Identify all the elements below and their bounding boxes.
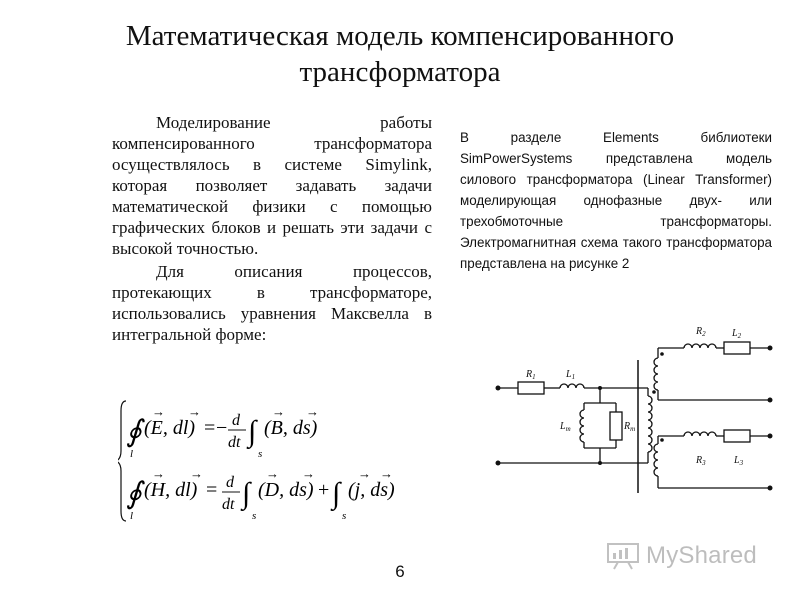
vector-arrow: → — [272, 404, 285, 419]
equation-1 — [126, 404, 319, 460]
terminal — [768, 486, 773, 491]
inductor-l3-coil — [684, 432, 716, 436]
secondary-winding-3 — [654, 444, 658, 476]
eq2-lhs: (H, dl) — [144, 479, 198, 501]
left-text-column — [112, 112, 432, 347]
left-paragraph-2: Для описания процессов, протекающих в трансформаторе, использовались уравнения Максвелла в интегральной форме: — [112, 262, 432, 344]
resistor-r2-box — [724, 342, 750, 354]
transformer-circuit-diagram — [488, 318, 783, 503]
eq2-dt: dt — [222, 496, 235, 513]
inductor-l2 — [684, 344, 716, 348]
contour-integral-sign: ∮ — [126, 415, 142, 448]
terminal — [768, 434, 773, 439]
label-l2: $L_2$ — [732, 328, 742, 340]
watermark — [606, 536, 776, 576]
integral-sign: ∫ — [242, 477, 251, 510]
slide-title-line2: трансформатора — [299, 56, 501, 88]
terminal — [496, 461, 501, 466]
inductor-lm — [580, 410, 584, 442]
right-paragraph: В разделе Elements библиотеки SimPowerSystems представлена модель силового трансформатора (Linear Transformer) моделирующая однофазные двух- или трехобмоточные трансформаторы. Электромагнитная схема такого трансформатора представлена на рисунке 2 — [460, 130, 772, 271]
label-r3: $R_3$ — [696, 455, 706, 467]
eq2-equals: = — [206, 479, 218, 501]
eq1-dt: dt — [228, 434, 241, 451]
vector-arrow: → — [152, 466, 165, 481]
label-l1: $L_1$ — [566, 369, 576, 381]
label-r2: $R_2$ — [696, 326, 706, 338]
presentation-board-icon — [606, 541, 640, 571]
right-text-column — [460, 127, 772, 274]
terminal — [496, 386, 501, 391]
slide-title — [60, 18, 740, 90]
eq2-d: d — [226, 474, 234, 491]
eq1-equals: = — [204, 417, 216, 439]
contour-integral-sign: ∮ — [126, 477, 142, 510]
resistor-r1 — [518, 382, 544, 394]
integral-sign: ∫ — [248, 415, 257, 448]
eq2-rhs2: (j, ds) — [348, 479, 395, 501]
junction — [598, 461, 602, 465]
resistor-rm — [610, 412, 622, 440]
polarity-dot — [660, 352, 664, 356]
eq1-rhs: (B, ds) — [264, 417, 318, 439]
label-lm: $L_m$ — [560, 421, 571, 433]
slide-title-line1: Математическая модель компенсированного — [125, 20, 675, 52]
equation-2 — [126, 466, 395, 522]
inductor-l1 — [560, 384, 584, 388]
resistor-r3-box — [724, 430, 750, 442]
left-paragraph-1: Моделирование работы компенсированного трансформатора осуществлялось в системе Simylink, которая позволяет задавать задачи математической физики с помощью графических блоков и решать эти задачи с высокой точностью. — [112, 113, 432, 258]
eq1-lhs: (E, dl) — [144, 417, 196, 439]
secondary-winding-2 — [654, 358, 658, 390]
eq2-plus: + — [318, 479, 330, 501]
page-number: 6 — [395, 562, 405, 581]
polarity-dot — [660, 438, 664, 442]
eq1-lower-limit: l — [130, 448, 134, 460]
label-rm: $R_m$ — [624, 421, 636, 433]
vector-arrow: → — [188, 404, 201, 419]
label-l3: $L_3$ — [734, 455, 744, 467]
vector-arrow: → — [302, 466, 315, 481]
eq1-surface-limit: s — [258, 448, 263, 460]
terminal — [768, 398, 773, 403]
junction — [598, 386, 602, 390]
eq2-surface-limit-2: s — [342, 510, 347, 522]
primary-winding — [648, 396, 652, 452]
polarity-dot — [652, 390, 656, 394]
eq2-surface-limit: s — [252, 510, 257, 522]
vector-arrow: → — [358, 466, 371, 481]
vector-arrow: → — [380, 466, 393, 481]
vector-arrow: → — [152, 404, 165, 419]
maxwell-equations — [118, 393, 418, 528]
vector-arrow: → — [190, 466, 203, 481]
eq1-minus: − — [216, 417, 228, 439]
label-r1: $R_1$ — [526, 369, 536, 381]
integral-sign: ∫ — [332, 477, 341, 510]
watermark-text: MyShared — [646, 542, 757, 569]
terminal — [768, 346, 773, 351]
vector-arrow: → — [306, 404, 319, 419]
eq1-d: d — [232, 412, 240, 429]
eq2-lower-limit: l — [130, 510, 134, 522]
eq2-rhs1: (D, ds) — [258, 479, 314, 501]
vector-arrow: → — [266, 466, 279, 481]
